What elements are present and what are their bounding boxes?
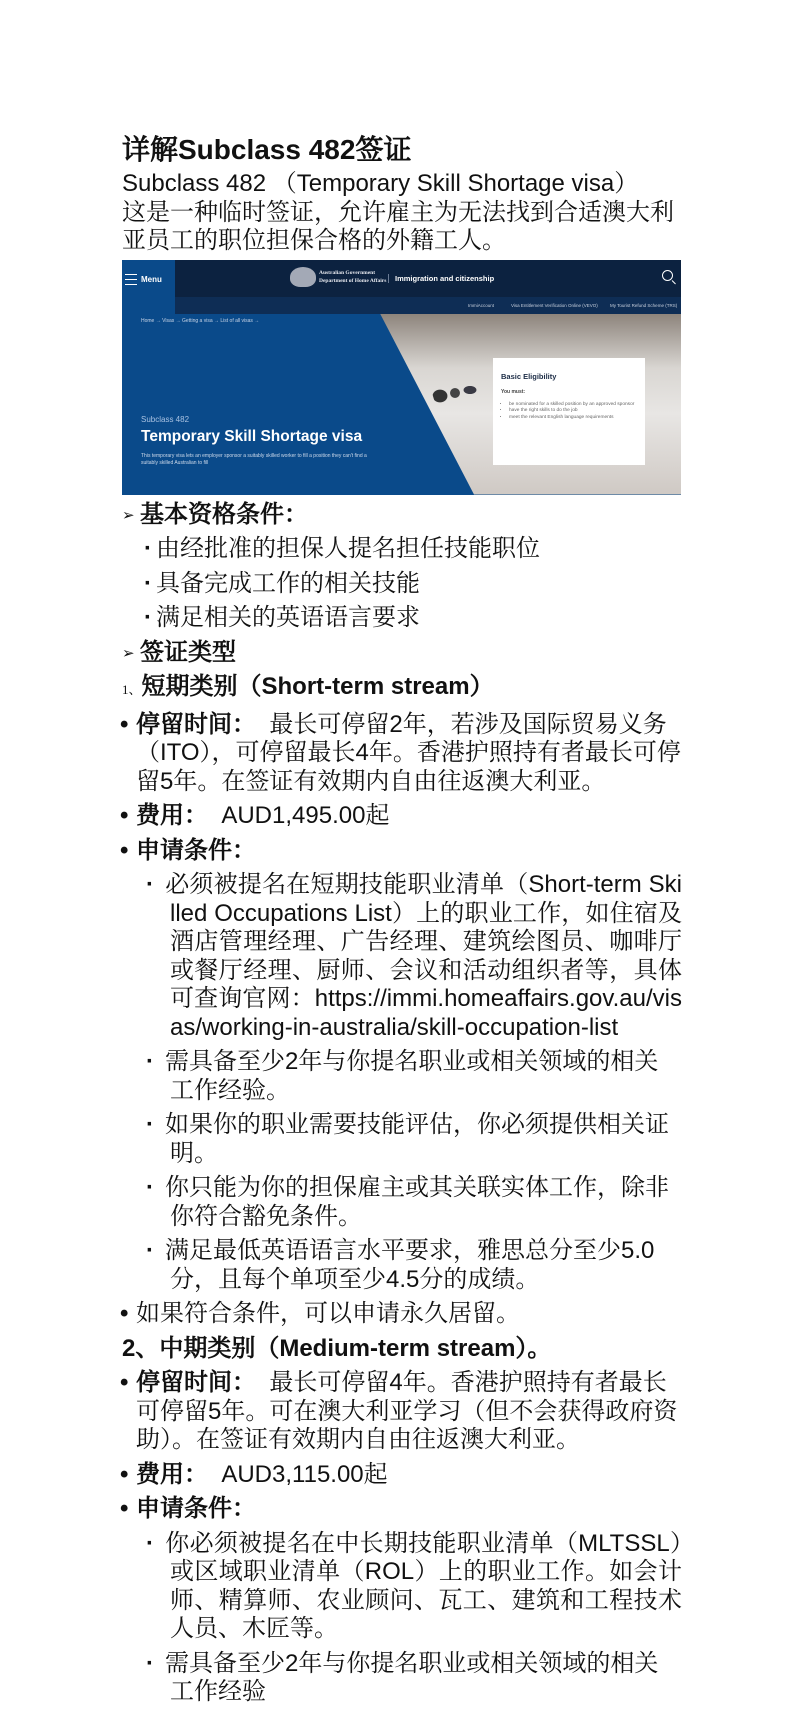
visa-description: This temporary visa lets an employer sponsor a suitably skilled worker to fill a position they can't find a suitably skilled Australian to fill: [141, 452, 367, 466]
gov-line1: Australian Government: [319, 269, 376, 276]
requirement-item: · 需具备至少2年与你提名职业或相关领域的相关工作经验。: [122, 1048, 682, 1105]
list-item: · 具备完成工作的相关技能: [122, 570, 682, 599]
visa-types-heading: [122, 639, 682, 668]
label: 费用：: [136, 1460, 208, 1488]
section-number: 1、: [122, 682, 142, 697]
arrow-bullet-icon: ➢: [122, 644, 135, 662]
permanent-residence-note: • 如果符合条件，可以申请永久居留。: [122, 1300, 682, 1329]
visa-title: Temporary Skill Shortage visa: [141, 427, 363, 445]
menu-button: [122, 260, 175, 314]
link-immiaccount: ImmiAccount: [468, 302, 495, 308]
value: AUD3,115.00起: [221, 1460, 388, 1488]
intro-line: Subclass 482 （Temporary Skill Shortage visa）: [122, 170, 639, 197]
article: [122, 133, 682, 1707]
card-item: • meet the relevant English language requirements: [509, 415, 641, 422]
card-title: Basic Eligibility: [501, 371, 557, 381]
intro-description: 这是一种临时签证，允许雇主为无法找到合适澳大利亚员工的职位担保合格的外籍工人。: [122, 198, 674, 254]
label: 费用：: [136, 802, 208, 829]
coat-of-arms-logo: [290, 267, 316, 287]
eligibility-heading: [122, 501, 682, 530]
heading-text: 短期类别（Short-term stream）: [141, 673, 494, 700]
requirement-item: · 必须被提名在短期技能职业清单（Short-term Skilled Occupations List）上的职业工作，如住宿及酒店管理经理、广告经理、建筑绘图员、咖啡厅或餐厅经理、厨师、会议和活动组织者等，具体可查询官网：https://immi.homeaffairs.gov.au/visas/working-in-australia/skill-occupation-list: [122, 871, 682, 1042]
label: 停留时间：: [136, 710, 256, 738]
short-fee: [122, 802, 682, 831]
subclass-label: Subclass 482: [141, 414, 190, 424]
short-term-heading: [122, 673, 682, 705]
heading-text: 基本资格条件：: [140, 500, 308, 528]
link-trs: My Tourist Refund Scheme (TRS): [610, 302, 678, 308]
short-requirements-label: [122, 837, 682, 866]
medium-stay: [122, 1369, 682, 1455]
medium-fee: [122, 1461, 682, 1490]
medium-requirements-label: [122, 1495, 682, 1524]
requirement-item: · 满足最低英语语言水平要求，雅思总分至少5.0分，且每个单项至少4.5分的成绩。: [122, 1237, 682, 1294]
government-logo-text: [319, 269, 386, 285]
list-item: · 满足相关的英语语言要求: [122, 604, 682, 633]
card-you-must: You must:: [501, 388, 526, 395]
gov-line2: Department of Home Affairs: [319, 277, 387, 284]
label: 停留时间：: [136, 1369, 256, 1396]
embedded-website-screenshot: [122, 260, 681, 495]
requirement-item: · 如果你的职业需要技能评估，你必须提供相关证明。: [122, 1111, 682, 1168]
medium-term-heading: 2、中期类别（Medium-term stream）。: [122, 1334, 552, 1362]
site-name: Immigration and citizenship: [388, 274, 494, 283]
requirement-item: · 你必须被提名在中长期技能职业清单（MLTSSL）或区域职业清单（ROL）上的职业工作。如会计师、精算师、农业顾问、瓦工、建筑和工程技术人员、木匠等。: [122, 1530, 682, 1644]
search-icon: [662, 270, 673, 281]
utility-links: [175, 297, 681, 314]
value: AUD1,495.00起: [221, 802, 390, 829]
article-title: 详解Subclass 482签证: [122, 134, 412, 165]
label: 申请条件：: [136, 1495, 256, 1522]
heading-text: 签证类型: [140, 638, 236, 666]
short-stay: [122, 711, 682, 797]
requirement-item: · 你只能为你的担保雇主或其关联实体工作，除非你符合豁免条件。: [122, 1174, 682, 1231]
value: 最长可停留4年。香港护照持有者最长可停留5年。可在澳大利亚学习（但不会获得政府资助）。在签证有效期内自由往返澳大利亚。: [136, 1369, 678, 1453]
hamburger-icon: [125, 274, 137, 285]
card-item: • have the right skills to do the job: [509, 408, 641, 415]
link-vevo: Visa Entitlement Verification Online (VEVO): [511, 302, 598, 308]
card-list: [501, 402, 641, 422]
eligibility-card: [493, 358, 645, 465]
label: 申请条件：: [136, 836, 256, 864]
list-item: · 由经批准的担保人提名担任技能职位: [122, 535, 682, 564]
menu-label: Menu: [141, 274, 162, 284]
value: 最长可停留2年，若涉及国际贸易义务（ITO），可停留最长4年。香港护照持有者最长可停留5年。在签证有效期内自由往返澳大利亚。: [136, 710, 681, 795]
card-item: • be nominated for a skilled position by an approved sponsor: [509, 402, 641, 409]
arrow-bullet-icon: ➢: [122, 506, 135, 524]
requirement-item: · 需具备至少2年与你提名职业或相关领域的相关工作经验: [122, 1650, 682, 1707]
breadcrumb: Home → Visas → Getting a visa → List of all visas →: [141, 317, 260, 324]
